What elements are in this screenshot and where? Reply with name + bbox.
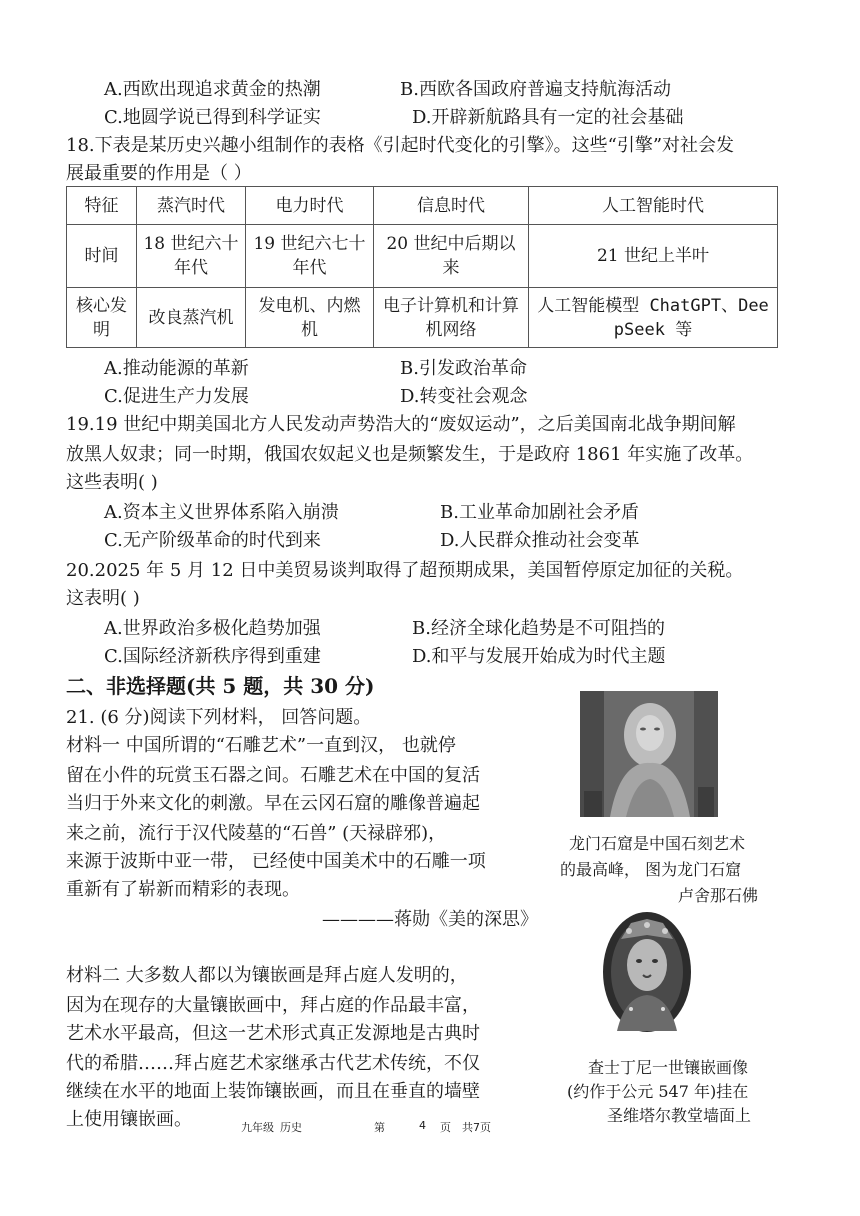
photo1-caption-line: 卢舍那石佛 [678,886,759,905]
photo2-caption-line: 圣维塔尔教堂墙面上 [607,1106,752,1125]
q19-option-b: B.工业革命加剧社会矛盾 [440,502,639,523]
q18-option-c: C.促进生产力发展 [104,386,249,407]
footer-page-number: 4 [419,1119,426,1132]
table-cell: 18 世纪六十 年代 [137,225,246,288]
justinian-mosaic-photo [601,909,693,1035]
q18-stem-line2: 展最重要的作用是（ ） [66,163,252,184]
table-cell: 21 世纪上半叶 [529,225,778,288]
material-line: 重新有了崭新而精彩的表现。 [66,879,300,900]
photo1-caption-line: 龙门石窟是中国石刻艺术 [569,834,746,853]
table-header-row [67,187,778,225]
q20-option-b: B.经济全球化趋势是不可阻挡的 [412,618,665,639]
q20-option-c: C.国际经济新秩序得到重建 [104,646,321,667]
table-row-core [67,288,778,348]
q20-stem-line1: 20.2025 年 5 月 12 日中美贸易谈判取得了超预期成果，美国暂停原定加征的关税。 [66,560,744,581]
longmen-buddha-photo [580,691,718,817]
photo2-caption-line: 查士丁尼一世镶嵌画像 [588,1058,749,1077]
q18-option-b: B.引发政治革命 [400,358,527,379]
q19-stem-line3: 这些表明( ) [66,472,158,493]
material-line: 因为在现存的大量镶嵌画中，拜占庭的作品最丰富， [66,995,480,1016]
material-line: 艺术水平最高，但这一艺术形式真正发源地是古典时 [66,1023,480,1044]
material-line: 留在小件的玩赏玉石器之间。石雕艺术在中国的复活 [66,765,480,786]
material-line: 来源于波斯中亚一带， 已经使中国美术中的石雕一项 [66,851,486,872]
material-line: 代的希腊……拜占庭艺术家继承古代艺术传统，不仅 [66,1053,480,1074]
table-cell: 人工智能模型 ChatGPT、Dee pSeek 等 [529,288,778,348]
footer-total-pages: 共7页 [462,1121,491,1134]
material-line: 上使用镶嵌画。 [66,1109,192,1130]
q19-option-c: C.无产阶级革命的时代到来 [104,530,321,551]
material-line: 来之前，流行于汉代陵墓的“石兽” (天禄辟邪)， [66,823,447,844]
table-header-cell: 蒸汽时代 [137,187,246,225]
q19-option-a: A.资本主义世界体系陷入崩溃 [104,502,339,523]
table-header-cell: 特征 [67,187,137,225]
q21-intro: 21. (6 分)阅读下列材料， 回答问题。 [66,707,372,728]
material-source: ————蒋勋《美的深思》 [322,909,538,930]
q20-option-d: D.和平与发展开始成为时代主题 [412,646,666,667]
table-cell: 电子计算机和计算 机网络 [374,288,529,348]
q17-option-d: D.开辟新航路具有一定的社会基础 [412,107,684,128]
table-cell: 发电机、内燃 机 [246,288,374,348]
q18-stem-line1: 18.下表是某历史兴趣小组制作的表格《引起时代变化的引擎》。这些“引擎”对社会发 [66,135,735,156]
table-row-label: 时间 [67,225,137,288]
q19-stem-line1: 19.19 世纪中期美国北方人民发动声势浩大的“废奴运动”，之后美国南北战争期间解 [66,414,736,435]
material-line: 材料一 中国所谓的“石雕艺术”一直到汉， 也就停 [66,735,456,756]
photo2-caption-line: (约作于公元 547 年)挂在 [567,1082,749,1101]
footer-page-unit: 页 [440,1121,451,1134]
footer-page-label: 第 [374,1121,385,1134]
q19-stem-line2: 放黑人奴隶；同一时期，俄国农奴起义也是频繁发生，于是政府 1861 年实施了改革。 [66,444,754,465]
q18-option-a: A.推动能源的革新 [104,358,249,379]
table-header-cell: 信息时代 [374,187,529,225]
table-header-cell: 人工智能时代 [529,187,778,225]
q17-option-a: A.西欧出现追求黄金的热潮 [104,79,321,100]
footer-grade: 九年级 [241,1121,274,1134]
table-cell: 19 世纪六七十 年代 [246,225,374,288]
table-header-cell: 电力时代 [246,187,374,225]
q17-option-b: B.西欧各国政府普遍支持航海活动 [400,79,671,100]
q20-stem-line2: 这表明( ) [66,588,140,609]
table-row-label: 核心发 明 [67,288,137,348]
material-line: 当归于外来文化的刺激。早在云冈石窟的雕像普遍起 [66,793,480,814]
q18-option-d: D.转变社会观念 [400,386,528,407]
footer-subject: 历史 [280,1121,302,1134]
q17-option-c: C.地圆学说已得到科学证实 [104,107,321,128]
q19-option-d: D.人民群众推动社会变革 [440,530,640,551]
table-cell: 20 世纪中后期以 来 [374,225,529,288]
material-line: 材料二 大多数人都以为镶嵌画是拜占庭人发明的， [66,965,468,986]
q20-option-a: A.世界政治多极化趋势加强 [104,618,321,639]
section-heading: 二、非选择题(共 5 题，共 30 分) [66,674,375,698]
engines-table [66,186,778,348]
photo1-caption-line: 的最高峰， 图为龙门石窟 [560,860,742,879]
table-cell: 改良蒸汽机 [137,288,246,348]
material-line: 继续在水平的地面上装饰镶嵌画，而且在垂直的墙壁 [66,1081,480,1102]
table-row-time [67,225,778,288]
